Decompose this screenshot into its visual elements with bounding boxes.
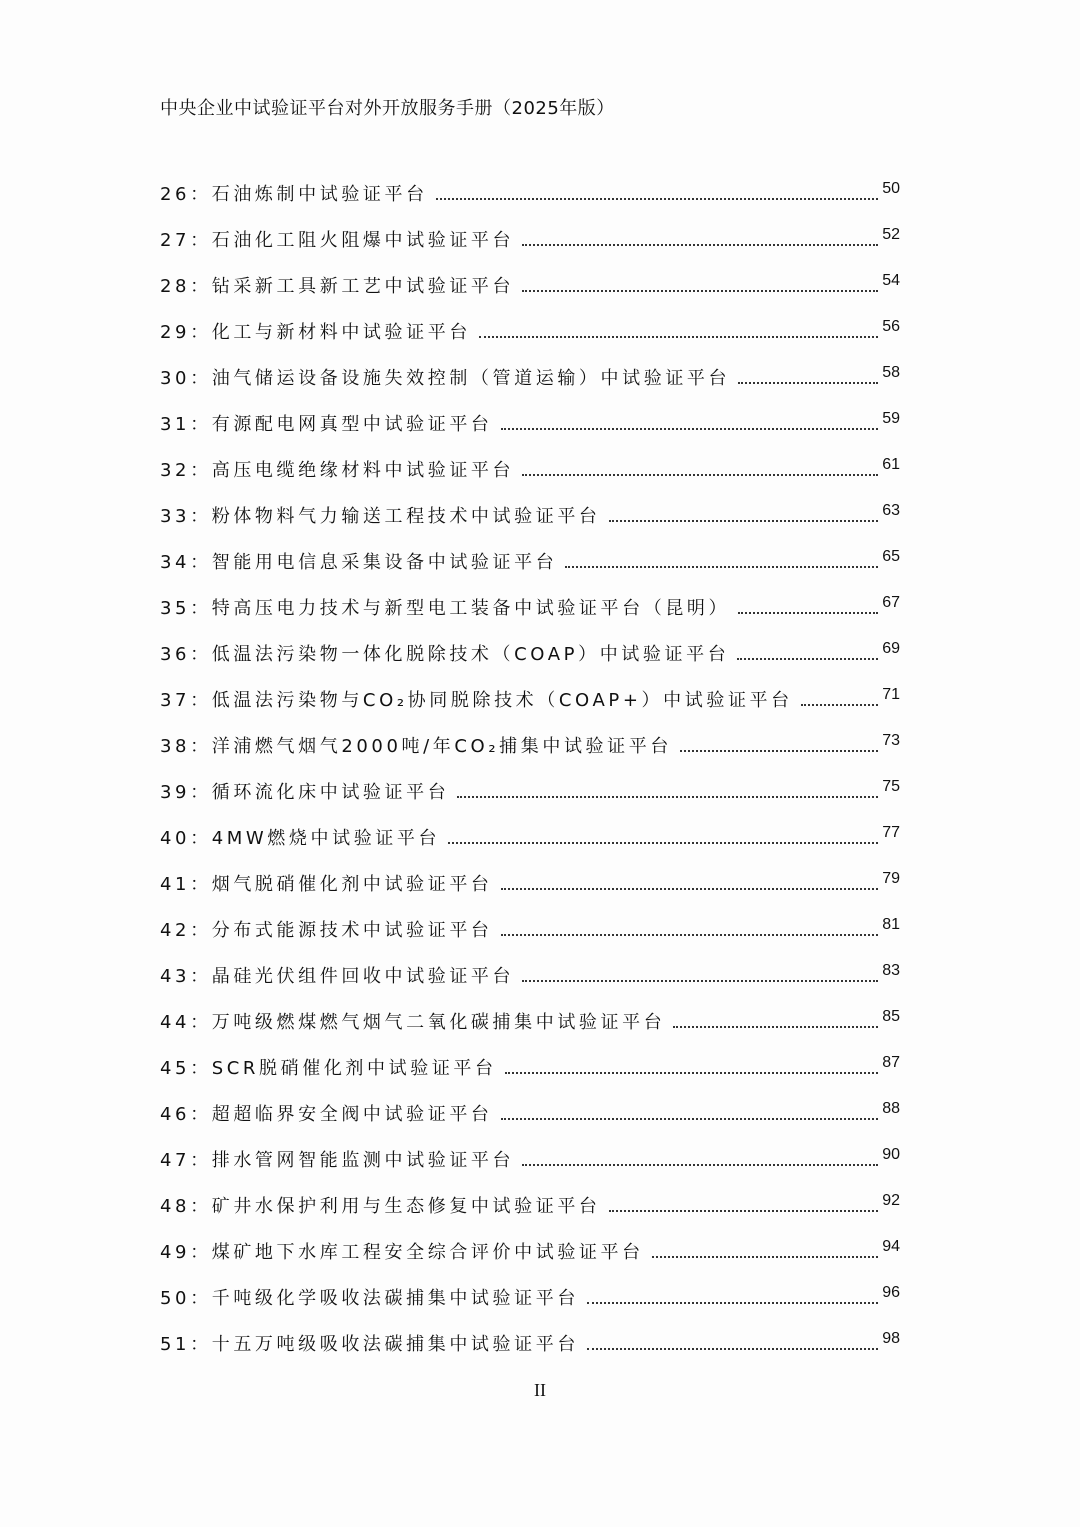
toc-entry-page: 71: [882, 686, 900, 703]
toc-entry-page: 94: [882, 1238, 900, 1255]
toc-entry-page: 88: [882, 1100, 900, 1117]
toc-entry-page: 75: [882, 778, 900, 795]
toc-dot-leader: [501, 934, 879, 936]
toc-entry-page: 87: [882, 1054, 900, 1071]
toc-dot-leader: [522, 980, 878, 982]
toc-entry: [160, 298, 900, 344]
toc-entry-number: 30：: [160, 368, 212, 389]
toc-entry-page: 65: [882, 548, 900, 565]
toc-entry-page: 50: [882, 180, 900, 197]
toc-entry-number: 42：: [160, 920, 212, 941]
toc-dot-leader: [522, 474, 878, 476]
toc-entry-title: 排水管网智能监测中试验证平台: [211, 1150, 515, 1171]
toc-entry-number: 35：: [160, 598, 212, 619]
toc-entry: [160, 482, 900, 528]
toc-entry: [160, 896, 900, 942]
toc-entry-title: 煤矿地下水库工程安全综合评价中试验证平台: [211, 1242, 644, 1263]
toc-entry: [160, 574, 900, 620]
toc-entry-title: 智能用电信息采集设备中试验证平台: [211, 552, 558, 573]
toc-entry-page: 69: [882, 640, 900, 657]
toc-entry-page: 52: [882, 226, 900, 243]
toc-entry-number: 29：: [160, 322, 212, 343]
toc-entry-page: 77: [882, 824, 900, 841]
toc-entry-title: 低温法污染物一体化脱除技术（COAP）中试验证平台: [211, 644, 730, 665]
toc-entry-number: 40：: [160, 828, 212, 849]
toc-entry-title: 烟气脱硝催化剂中试验证平台: [211, 874, 493, 895]
toc-dot-leader: [448, 842, 878, 844]
toc-entry-title: 分布式能源技术中试验证平台: [211, 920, 493, 941]
toc-entry: [160, 850, 900, 896]
toc-entry-number: 45：: [160, 1058, 212, 1079]
toc-entry-number: 41：: [160, 874, 212, 895]
toc-entry-title: 晶硅光伏组件回收中试验证平台: [211, 966, 515, 987]
toc-entry: [160, 1126, 900, 1172]
toc-dot-leader: [522, 1164, 878, 1166]
toc-entry-page: 67: [882, 594, 900, 611]
toc-dot-leader: [457, 796, 878, 798]
toc-entry: [160, 436, 900, 482]
toc-entry: [160, 390, 900, 436]
toc-entry-page: 90: [882, 1146, 900, 1163]
toc-dot-leader: [587, 1302, 878, 1304]
toc-entry-number: 43：: [160, 966, 212, 987]
toc-dot-leader: [522, 244, 878, 246]
toc-entry-number: 34：: [160, 552, 212, 573]
toc-entry-number: 46：: [160, 1104, 212, 1125]
toc-dot-leader: [501, 428, 879, 430]
page-header-title: 中央企业中试验证平台对外开放服务手册（2025年版）: [160, 98, 615, 119]
toc-entry-number: 51：: [160, 1334, 212, 1355]
toc-dot-leader: [501, 888, 879, 890]
toc-entry-page: 83: [882, 962, 900, 979]
toc-entry-number: 27：: [160, 230, 212, 251]
toc-dot-leader: [479, 336, 878, 338]
toc-entry-title: 循环流化床中试验证平台: [211, 782, 450, 803]
toc-entry-title: 钻采新工具新工艺中试验证平台: [211, 276, 515, 297]
toc-entry-title: 洋浦燃气烟气2000吨/年CO₂捕集中试验证平台: [211, 736, 672, 757]
toc-dot-leader: [501, 1118, 879, 1120]
toc-entry: [160, 1218, 900, 1264]
toc-entry-number: 33：: [160, 506, 212, 527]
toc-entry-page: 56: [882, 318, 900, 335]
toc-dot-leader: [609, 520, 879, 522]
toc-entry-title: 千吨级化学吸收法碳捕集中试验证平台: [211, 1288, 579, 1309]
toc-entry-page: 59: [882, 410, 900, 427]
toc-entry: [160, 1080, 900, 1126]
toc-dot-leader: [680, 750, 878, 752]
toc-entry: [160, 620, 900, 666]
toc-entry-title: 万吨级燃煤燃气烟气二氧化碳捕集中试验证平台: [211, 1012, 666, 1033]
toc-entry: [160, 344, 900, 390]
toc-entry: [160, 1034, 900, 1080]
toc-entry-title: 十五万吨级吸收法碳捕集中试验证平台: [211, 1334, 579, 1355]
toc-entry-number: 48：: [160, 1196, 212, 1217]
toc-dot-leader: [738, 382, 878, 384]
table-of-contents: [160, 160, 900, 1356]
toc-dot-leader: [609, 1210, 879, 1212]
toc-entry: [160, 712, 900, 758]
toc-dot-leader: [522, 290, 878, 292]
toc-entry-number: 31：: [160, 414, 212, 435]
toc-dot-leader: [738, 612, 878, 614]
toc-entry-number: 28：: [160, 276, 212, 297]
toc-entry: [160, 1264, 900, 1310]
toc-entry-page: 85: [882, 1008, 900, 1025]
toc-dot-leader: [801, 704, 878, 706]
toc-dot-leader: [652, 1256, 878, 1258]
page-number: II: [534, 1380, 546, 1400]
toc-entry-page: 54: [882, 272, 900, 289]
toc-entry: [160, 1172, 900, 1218]
toc-entry-number: 26：: [160, 184, 212, 205]
toc-entry-title: 高压电缆绝缘材料中试验证平台: [211, 460, 515, 481]
toc-entry-title: 低温法污染物与CO₂协同脱除技术（COAP+）中试验证平台: [211, 690, 793, 711]
toc-entry-title: 矿井水保护利用与生态修复中试验证平台: [211, 1196, 601, 1217]
toc-entry-page: 73: [882, 732, 900, 749]
toc-entry-number: 38：: [160, 736, 212, 757]
toc-entry-page: 81: [882, 916, 900, 933]
toc-entry-title: 石油炼制中试验证平台: [211, 184, 428, 205]
toc-entry: [160, 804, 900, 850]
toc-entry-number: 49：: [160, 1242, 212, 1263]
toc-entry: [160, 206, 900, 252]
toc-entry-title: 粉体物料气力输送工程技术中试验证平台: [211, 506, 601, 527]
toc-entry: [160, 160, 900, 206]
toc-entry-page: 63: [882, 502, 900, 519]
toc-entry: [160, 528, 900, 574]
toc-entry-title: 化工与新材料中试验证平台: [211, 322, 471, 343]
toc-dot-leader: [673, 1026, 878, 1028]
toc-entry-number: 47：: [160, 1150, 212, 1171]
toc-entry: [160, 942, 900, 988]
toc-entry-page: 79: [882, 870, 900, 887]
toc-entry-page: 92: [882, 1192, 900, 1209]
toc-entry-title: 4MW燃烧中试验证平台: [211, 828, 441, 849]
toc-entry-title: 有源配电网真型中试验证平台: [211, 414, 493, 435]
toc-dot-leader: [737, 658, 878, 660]
toc-entry: [160, 1310, 900, 1356]
toc-entry-number: 37：: [160, 690, 212, 711]
toc-entry: [160, 252, 900, 298]
toc-entry-page: 61: [882, 456, 900, 473]
toc-entry: [160, 666, 900, 712]
toc-entry-number: 32：: [160, 460, 212, 481]
toc-entry-title: 油气储运设备设施失效控制（管道运输）中试验证平台: [211, 368, 731, 389]
toc-entry-page: 98: [882, 1330, 900, 1347]
toc-entry-number: 39：: [160, 782, 212, 803]
toc-dot-leader: [565, 566, 878, 568]
toc-entry-title: SCR脱硝催化剂中试验证平台: [211, 1058, 497, 1079]
toc-entry-number: 50：: [160, 1288, 212, 1309]
toc-entry: [160, 758, 900, 804]
toc-entry-number: 44：: [160, 1012, 212, 1033]
toc-dot-leader: [505, 1072, 879, 1074]
toc-entry: [160, 988, 900, 1034]
toc-entry-page: 96: [882, 1284, 900, 1301]
toc-entry-title: 超超临界安全阀中试验证平台: [211, 1104, 493, 1125]
toc-dot-leader: [436, 198, 878, 200]
toc-entry-number: 36：: [160, 644, 212, 665]
toc-entry-title: 石油化工阻火阻爆中试验证平台: [211, 230, 515, 251]
toc-entry-page: 58: [882, 364, 900, 381]
toc-entry-title: 特高压电力技术与新型电工装备中试验证平台（昆明）: [211, 598, 731, 619]
toc-dot-leader: [587, 1348, 878, 1350]
